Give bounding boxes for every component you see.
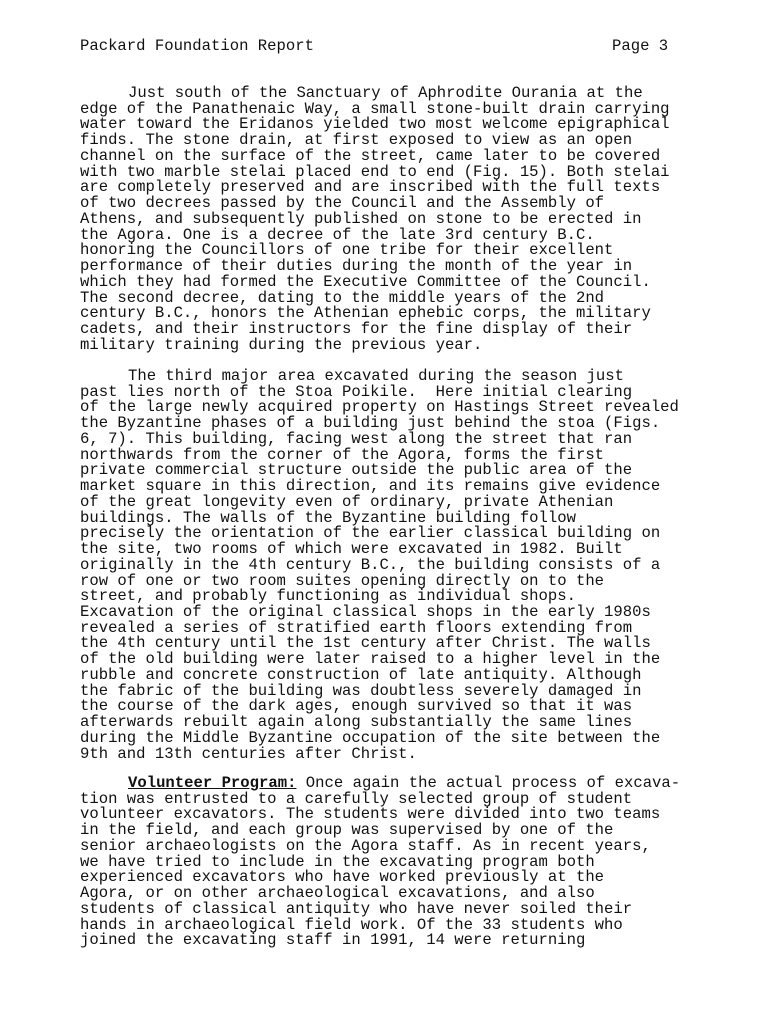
paragraph-line: edge of the Panathenaic Way, a small stone-built drain carrying <box>80 99 670 118</box>
paragraph-line: the 4th century until the 1st century after Christ. The walls <box>80 634 651 653</box>
paragraph-line: senior archaeologists on the Agora staff. As in recent years, <box>80 836 651 855</box>
paragraph-line: rubble and concrete construction of late antiquity. Although <box>80 665 642 684</box>
paragraph-line: Athens, and subsequently published on stone to be erected in <box>80 209 642 228</box>
paragraph-line: experienced excavators who have worked previously at the <box>80 868 605 887</box>
paragraph-line: 6, 7). This building, facing west along the street that ran <box>80 429 633 448</box>
paragraph-line: of two decrees passed by the Council and the Assembly of <box>80 194 605 213</box>
paragraph-line: originally in the 4th century B.C., the building consists of a <box>80 555 661 574</box>
paragraph-line: during the Middle Byzantine occupation of the site between the <box>80 728 661 747</box>
paragraph-line: private commercial structure outside the public area of the <box>80 461 633 480</box>
paragraph-line: with two marble stelai placed end to end (Fig. 15). Both stelai <box>80 162 670 181</box>
paragraph-line: the Byzantine phases of a building just behind the stoa (Figs. <box>80 414 661 433</box>
paragraph-line: revealed a series of stratified earth floors extending from <box>80 618 633 637</box>
paragraph-line: row of one or two room suites opening directly on to the <box>80 571 605 590</box>
paragraph-line: The second decree, dating to the middle years of the 2nd <box>80 288 605 307</box>
paragraph-line: buildings. The walls of the Byzantine building follow <box>80 508 576 527</box>
paragraph-line: students of classical antiquity who have never soiled their <box>80 899 633 918</box>
paragraph-line: the fabric of the building was doubtless severely damaged in <box>80 681 642 700</box>
paragraph-line: northwards from the corner of the Agora, forms the first <box>80 445 605 464</box>
paragraph-line: channel on the surface of the street, came later to be covered <box>80 146 661 165</box>
section-heading: Volunteer Program: <box>128 774 297 792</box>
paragraph-line: performance of their duties during the month of the year in <box>80 257 633 276</box>
paragraph-line: street, and probably functioning as individual shops. <box>80 587 576 606</box>
paragraph-line: finds. The stone drain, at first exposed to view as an open <box>80 131 633 150</box>
paragraph-line: of the old building were later raised to a higher level in the <box>80 650 661 669</box>
paragraph-line: afterwards rebuilt again along substantially the same lines <box>80 713 633 732</box>
paragraph-line: the site, two rooms of which were excavated in 1982. Built <box>80 540 623 559</box>
paragraph-line: Just south of the Sanctuary of Aphrodite Ourania at the <box>128 84 643 102</box>
paragraph-stoa-poikile <box>80 369 679 762</box>
paragraph-line: market square in this direction, and its remains give evidence <box>80 477 661 496</box>
paragraph-line: the course of the dark ages, enough survived so that it was <box>80 697 633 716</box>
paragraph-line: past lies north of the Stoa Poikile. Here initial clearing <box>80 382 633 401</box>
paragraph-line: The third major area excavated during the season just <box>128 367 624 385</box>
paragraph-line: Excavation of the original classical shops in the early 1980s <box>80 603 651 622</box>
page-number: Page 3 <box>612 37 669 55</box>
paragraph-line: tion was entrusted to a carefully selected group of student <box>80 789 633 808</box>
paragraph-line: honoring the Councillors of one tribe for their excellent <box>80 241 614 260</box>
paragraph-line: water toward the Eridanos yielded two most welcome epigraphical <box>80 115 670 134</box>
paragraph-line: in the field, and each group was supervised by one of the <box>80 821 614 840</box>
paragraph-line: the Agora. One is a decree of the late 3rd century B.C. <box>80 225 595 244</box>
paragraph-line: cadets, and their instructors for the fine display of their <box>80 320 633 339</box>
paragraph-line-text: Once again the actual process of excava- <box>296 774 681 792</box>
paragraph-line: precisely the orientation of the earlier classical building on <box>80 524 661 543</box>
paragraph-line: military training during the previous year. <box>80 335 483 354</box>
paragraph-line: joined the excavating staff in 1991, 14 were returning <box>80 931 586 950</box>
paragraph-line: we have tried to include in the excavating program both <box>80 852 595 871</box>
paragraph-line: which they had formed the Executive Committee of the Council. <box>80 272 651 291</box>
paragraph-line: 9th and 13th centuries after Christ. <box>80 744 417 763</box>
paragraph-line: of the large newly acquired property on Hastings Street revealed <box>80 398 679 417</box>
paragraph-line: Agora, or on other archaeological excavations, and also <box>80 884 595 903</box>
paragraph-aphrodite-drain <box>80 86 670 353</box>
paragraph-line: hands in archaeological field work. Of the 33 students who <box>80 915 623 934</box>
paragraph-volunteer-program <box>80 776 680 949</box>
paragraph-line: of the great longevity even of ordinary, private Athenian <box>80 492 614 511</box>
paragraph-line: century B.C., honors the Athenian ephebic corps, the military <box>80 304 651 323</box>
paragraph-line: volunteer excavators. The students were divided into two teams <box>80 805 661 824</box>
report-title: Packard Foundation Report <box>80 37 314 55</box>
paragraph-line: are completely preserved and are inscribed with the full texts <box>80 178 661 197</box>
